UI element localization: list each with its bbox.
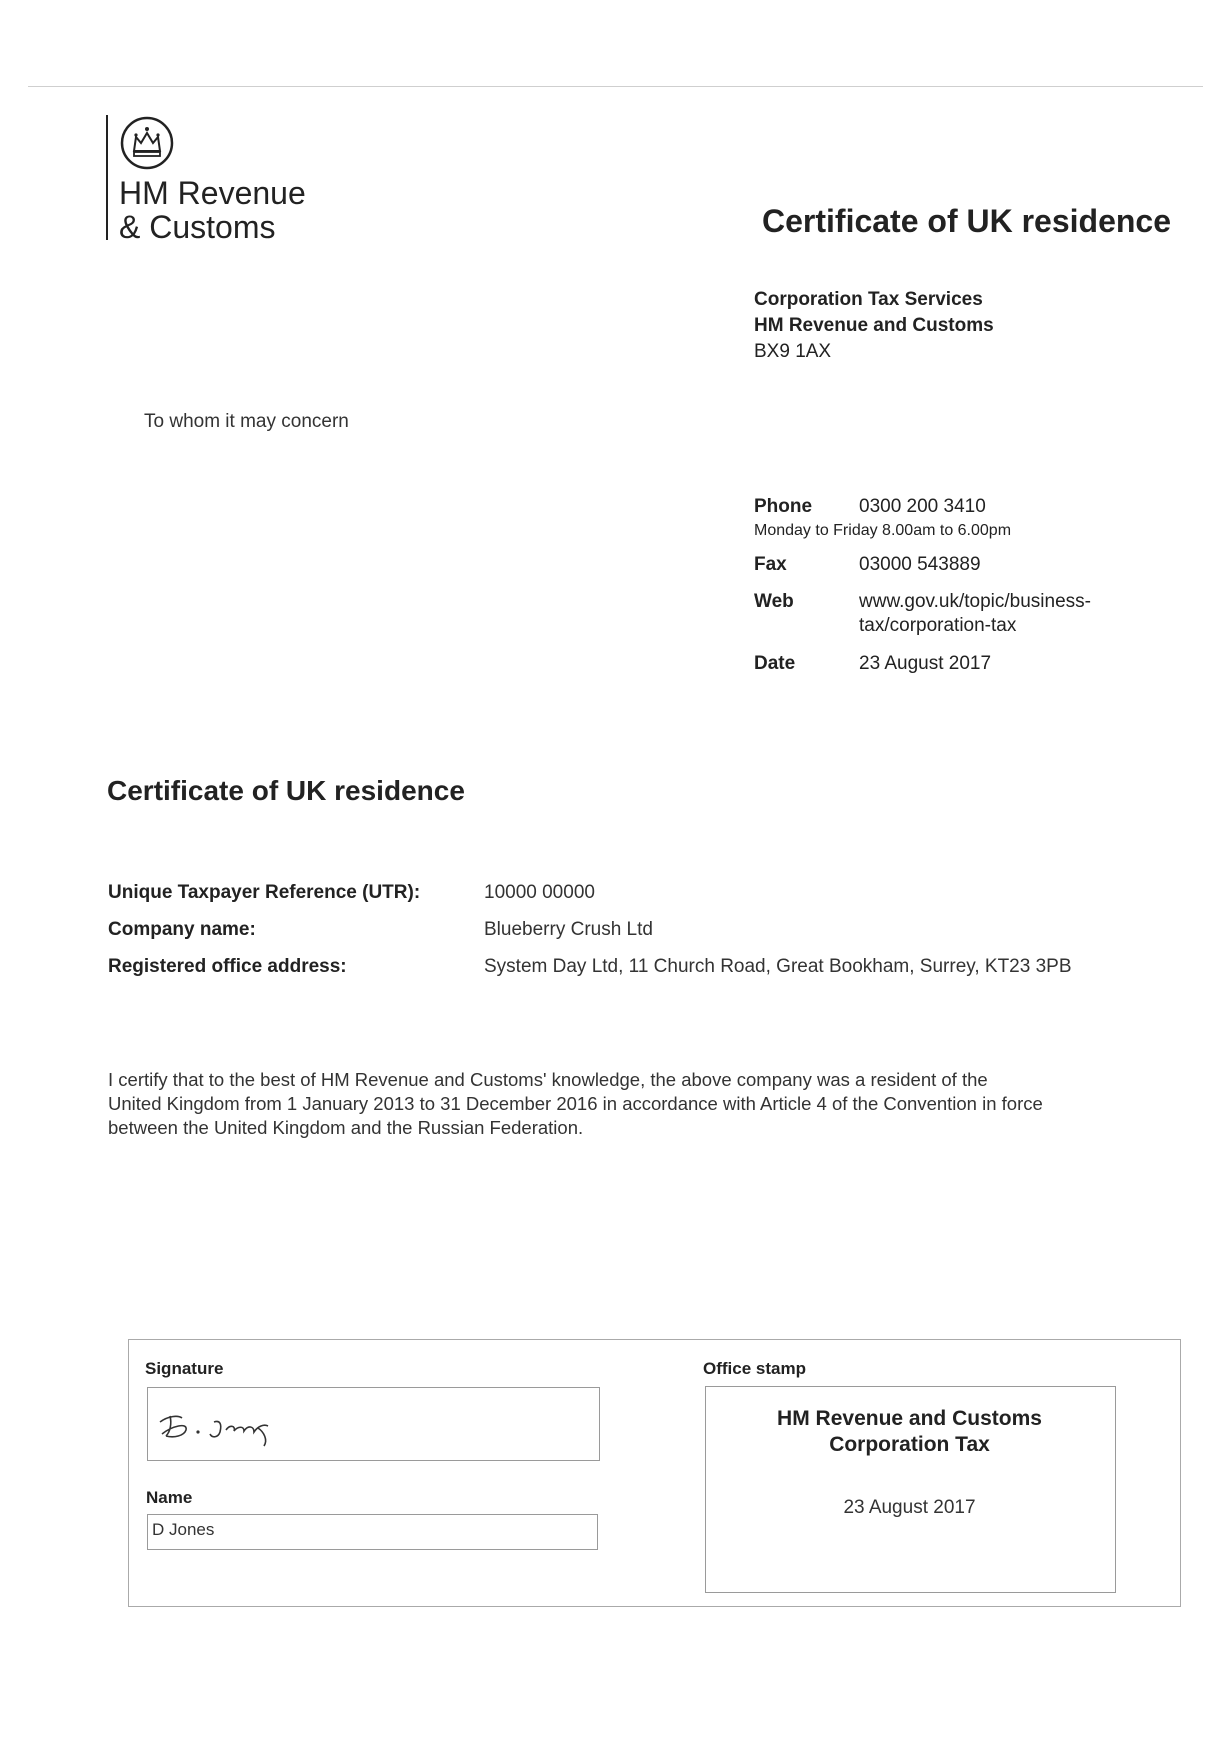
web-line2: tax/corporation-tax bbox=[859, 615, 1017, 636]
phone-label: Phone bbox=[754, 496, 813, 517]
utr-value: 10000 00000 bbox=[484, 882, 595, 903]
office-hours: Monday to Friday 8.00am to 6.00pm bbox=[754, 522, 1012, 539]
address-line3: BX9 1AX bbox=[754, 341, 832, 362]
date-value: 23 August 2017 bbox=[859, 653, 992, 674]
org-name-line2: & Customs bbox=[119, 209, 276, 245]
crown-crest-icon bbox=[119, 115, 175, 171]
web-label: Web bbox=[754, 591, 794, 612]
handwritten-signature bbox=[148, 1388, 599, 1460]
name-box bbox=[147, 1514, 598, 1550]
utr-label: Unique Taxpayer Reference (UTR): bbox=[108, 882, 421, 903]
statement-line1: I certify that to the best of HM Revenue and Customs' knowledge, the above company was a resident of the bbox=[108, 1069, 988, 1090]
top-rule bbox=[28, 86, 1203, 87]
return-address bbox=[754, 287, 994, 365]
company-name-label: Company name: bbox=[108, 919, 256, 940]
name-value: D Jones bbox=[152, 1520, 215, 1539]
org-logo-text bbox=[119, 176, 306, 244]
date-label: Date bbox=[754, 653, 796, 674]
certification-statement bbox=[108, 1068, 1188, 1140]
stamp-line2: Corporation Tax bbox=[829, 1433, 990, 1456]
logo-divider bbox=[106, 115, 108, 240]
greeting: To whom it may concern bbox=[144, 411, 349, 432]
statement-line2: United Kingdom from 1 January 2013 to 31 December 2016 in accordance with Article 4 of the Convention in force bbox=[108, 1093, 1043, 1114]
document-title: Certificate of UK residence bbox=[762, 203, 1172, 239]
certificate-heading: Certificate of UK residence bbox=[107, 775, 465, 806]
signature-box bbox=[147, 1387, 600, 1461]
registered-address-value: System Day Ltd, 11 Church Road, Great Bookham, Surrey, KT23 3PB bbox=[484, 956, 1072, 977]
stamp-date: 23 August 2017 bbox=[843, 1497, 976, 1518]
statement-line3: between the United Kingdom and the Russian Federation. bbox=[108, 1117, 584, 1138]
address-line2: HM Revenue and Customs bbox=[754, 315, 994, 336]
org-name-line1: HM Revenue bbox=[119, 175, 306, 211]
company-name-value: Blueberry Crush Ltd bbox=[484, 919, 653, 940]
office-stamp-label: Office stamp bbox=[703, 1359, 806, 1378]
fax-label: Fax bbox=[754, 554, 787, 575]
signature-label: Signature bbox=[145, 1359, 224, 1378]
phone-value: 0300 200 3410 bbox=[859, 496, 986, 517]
address-line1: Corporation Tax Services bbox=[754, 289, 983, 310]
web-line1: www.gov.uk/topic/business- bbox=[859, 591, 1091, 612]
fax-value: 03000 543889 bbox=[859, 554, 981, 575]
name-label: Name bbox=[146, 1488, 193, 1507]
stamp-line1: HM Revenue and Customs bbox=[777, 1407, 1042, 1430]
registered-address-label: Registered office address: bbox=[108, 956, 347, 977]
